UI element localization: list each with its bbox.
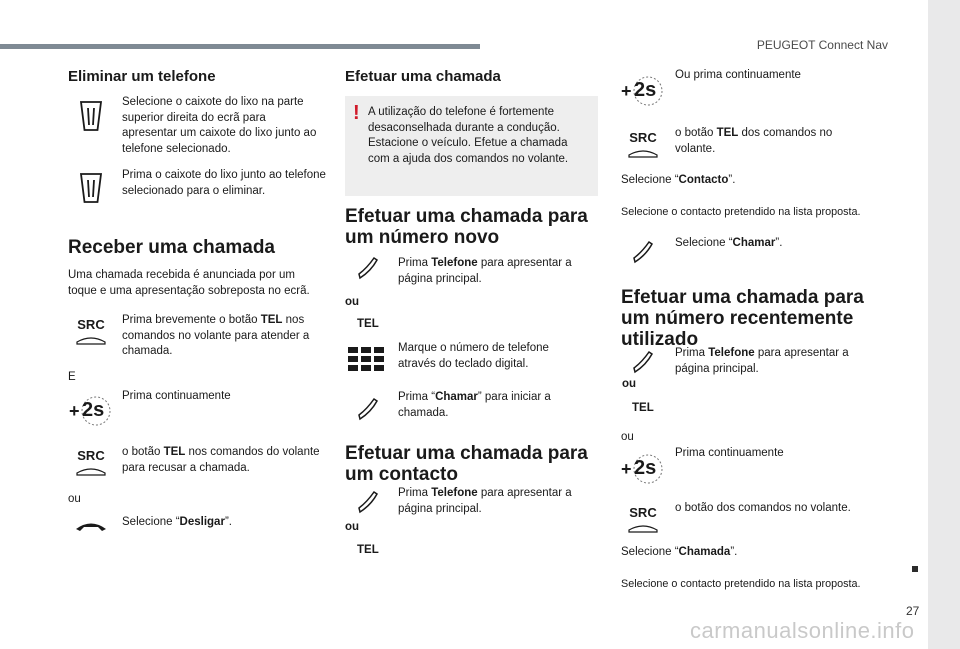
or-label: ou — [621, 431, 634, 443]
or-label: ou — [345, 521, 360, 533]
recent-hold-step: Prima continuamente — [675, 447, 784, 459]
recent-step-1: Prima Telefone para apresentar a página principal. — [675, 347, 849, 375]
keypad-icon — [348, 347, 386, 371]
tel-button-step: o botão TEL dos comandos no volante. — [675, 127, 833, 155]
tel-button-label: TEL — [357, 318, 379, 330]
receive-call-heading: Receber uma chamada — [68, 237, 275, 258]
warning-icon: ! — [353, 102, 360, 124]
tel-button-label: TEL — [357, 544, 379, 556]
hold-2s-icon: + 2s — [620, 75, 664, 107]
delete-phone-heading: Eliminar um telefone — [68, 68, 216, 85]
and-label: E — [68, 371, 76, 383]
top-rule — [0, 44, 480, 49]
phone-icon — [357, 397, 379, 421]
call-contact-heading: Efetuar uma chamada para um contacto — [345, 443, 588, 485]
receive-step-3: o botão TEL nos comandos do volante para recusar a chamada. — [122, 446, 320, 474]
steering-src-icon: SRC — [626, 130, 660, 158]
svg-text:+: + — [69, 401, 80, 421]
phone-icon — [357, 256, 379, 280]
receive-intro: Uma chamada recebida é anunciada por um toque e uma apresentação sobreposta no ecrã. — [68, 269, 310, 297]
warning-text: A utilização do telefone é fortemente desaconselhada durante a condução. Estacione o veículo. Efetue a chamada com a ajuda dos comandos no volante. — [368, 106, 569, 165]
select-from-list: Selecione o contacto pretendido na lista proposta. — [621, 206, 861, 218]
new-step-1: Prima Telefone para apresentar a página principal. — [398, 257, 572, 285]
call-new-number-heading: Efetuar uma chamada para um número novo — [345, 206, 588, 248]
watermark: carmanualsonline.info — [690, 618, 915, 643]
running-header: PEUGEOT Connect Nav — [756, 38, 888, 52]
select-chamada: Selecione “Chamada”. — [621, 546, 738, 558]
or-label: ou — [622, 378, 637, 390]
warning-box — [345, 96, 598, 196]
phone-icon — [632, 350, 654, 374]
svg-text:+: + — [621, 81, 632, 101]
hang-up-icon — [74, 520, 108, 532]
delete-step-2: Prima o caixote do lixo junto ao telefone selecionado para o eliminar. — [122, 169, 326, 197]
delete-step-1: Selecione o caixote do lixo na parte superior direita do ecrã para apresentar um caixote do lixo junto ao telefone selecionado. — [122, 96, 317, 155]
trash-icon — [80, 172, 102, 204]
section-tab-marker — [912, 566, 918, 572]
phone-icon — [632, 240, 654, 264]
call-recent-heading: Efetuar uma chamada para um número recentemente utilizado — [621, 287, 864, 350]
make-call-heading: Efetuar uma chamada — [345, 68, 501, 85]
select-chamar: Selecione “Chamar”. — [675, 237, 783, 249]
or-label: ou — [345, 296, 360, 308]
page-number: 27 — [906, 604, 920, 618]
new-step-2: Marque o número de telefone através do teclado digital. — [398, 342, 549, 370]
steering-src-icon: SRC — [74, 317, 108, 345]
receive-step-2: Prima continuamente — [122, 390, 231, 402]
select-from-list-2: Selecione o contacto pretendido na lista proposta. — [621, 578, 861, 590]
hold-2s-icon: + 2s — [68, 395, 112, 427]
steering-src-icon: SRC — [74, 448, 108, 476]
steering-src-icon: SRC — [626, 505, 660, 533]
receive-step-1: Prima brevemente o botão TEL nos comandos no volante para atender a chamada. — [122, 314, 310, 357]
phone-icon — [357, 490, 379, 514]
recent-button-step: o botão dos comandos no volante. — [675, 502, 851, 514]
or-label: ou — [68, 493, 81, 505]
svg-text:+: + — [621, 459, 632, 479]
contact-step-1: Prima Telefone para apresentar a página principal. — [398, 487, 572, 515]
hold-2s-icon: + 2s — [620, 453, 664, 485]
select-contacto: Selecione “Contacto”. — [621, 174, 736, 186]
receive-step-4: Selecione “Desligar”. — [122, 516, 232, 528]
hold-step: Ou prima continuamente — [675, 69, 801, 81]
tel-button-label: TEL — [632, 402, 654, 414]
new-step-3: Prima “Chamar” para iniciar a chamada. — [398, 391, 551, 419]
side-tab-strip — [928, 0, 960, 649]
trash-icon — [80, 100, 102, 132]
